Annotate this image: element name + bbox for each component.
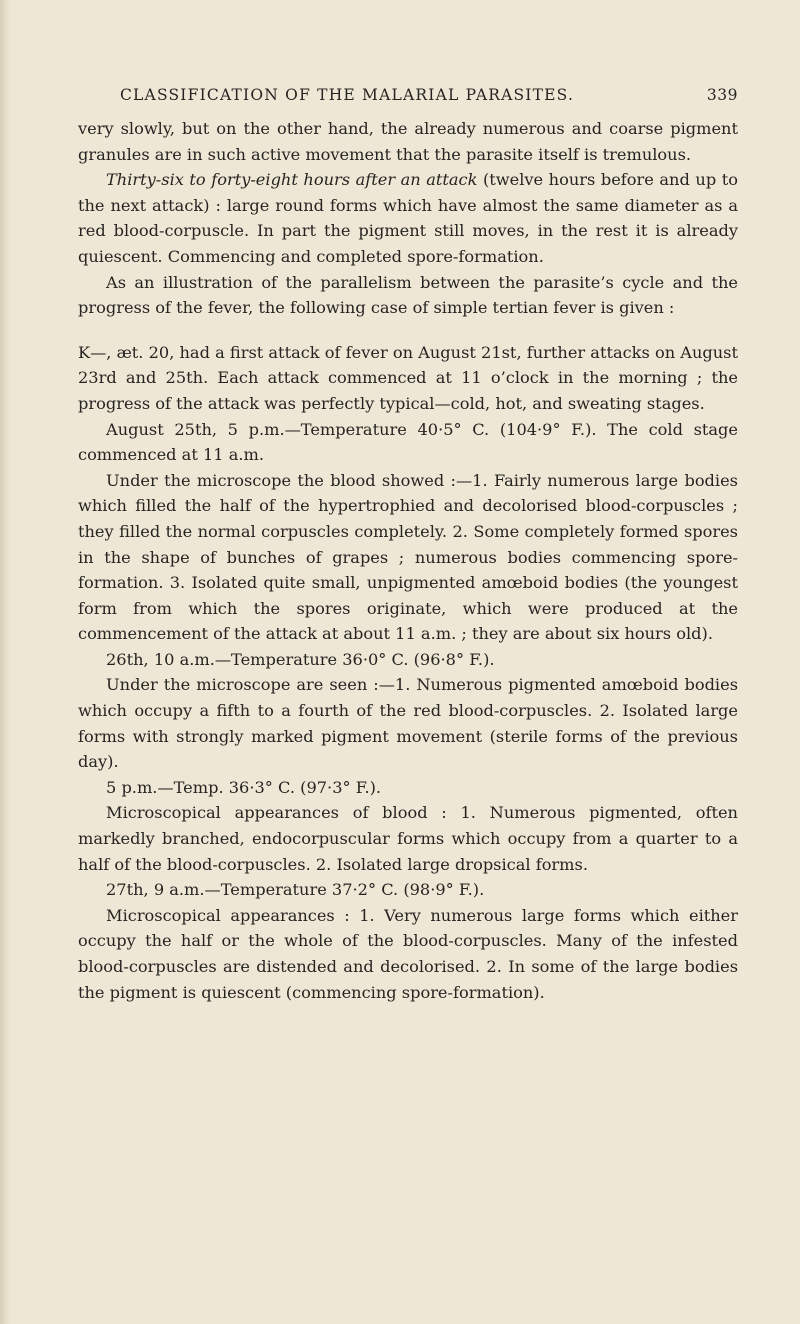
paragraph-continuation: very slowly, but on the other hand, the already numerous and coarse pigment granules are in such active movement that the parasite itself is tremulous. <box>78 119 738 164</box>
italic-lead: Thirty-six to forty-eight hours after an attack <box>106 170 478 190</box>
body-text <box>78 116 738 1005</box>
running-header <box>78 86 738 116</box>
page-number: 339 <box>706 86 738 104</box>
paragraph-27th-microscope: Microscopical appearances : 1. Very numerous large forms which either occupy the half or the whole of the blood-corpuscles. Many of the infested blood-corpuscles are distended and decolorised. 2. In some of the large bodies the pigment is quiescent (commencing spore-formation). <box>78 905 738 1002</box>
paragraph-26th-microscope: Under the microscope are seen :—1. Numerous pigmented amœboid bodies which occupy a fifth to a fourth of the red blood-corpuscles. 2. Isolated large forms with strongly marked pigment movement (sterile forms of the previous day). <box>78 675 738 772</box>
running-title: CLASSIFICATION OF THE MALARIAL PARASITES. <box>120 86 575 104</box>
paragraph-thirty-six-hours <box>78 167 738 269</box>
paragraph-26th-temp: 26th, 10 a.m.—Temperature 36·0° C. (96·8° F.). <box>106 649 495 669</box>
page-edge <box>0 0 10 1324</box>
paragraph-5pm-temp: 5 p.m.—Temp. 36·3° C. (97·3° F.). <box>106 777 382 797</box>
paragraph-aug25-microscope: Under the microscope the blood showed :—1. Fairly numerous large bodies which filled the half of the hypertrophied and decolorised blood-corpuscles ; they filled the normal corpuscles completely. 2. Some completely formed spores in the shape of bunches of grapes ; numerous bodies commencing spore-formation. 3. Isolated quite small, unpigmented amœboid bodies (the youngest form from which the spores originate, which were produced at the commencement of the attack at about 11 a.m. ; they are about six hours old). <box>78 470 738 644</box>
paragraph-case-history: K—, æt. 20, had a first attack of fever on August 21st, further attacks on August 23rd and 25th. Each attack commenced at 11 o’clock in the morning ; the progress of the attack was perfectly typical—cold, hot, and sweating stages. <box>78 342 738 413</box>
paragraph-5pm-microscope: Microscopical appearances of blood : 1. Numerous pigmented, often markedly branched, endocorpuscular forms which occupy from a quarter to a half of the blood-corpuscles. 2. Isolated large dropsical forms. <box>78 803 738 874</box>
paragraph-27th-temp: 27th, 9 a.m.—Temperature 37·2° C. (98·9° F.). <box>106 880 485 900</box>
paragraph-illustration: As an illustration of the parallelism between the parasite’s cycle and the progress of the fever, the following case of simple tertian fever is given : <box>78 272 738 318</box>
paragraph-thirty-six-hours-text: (twelve hours before and up to the next attack) : large round forms which have almost the same diameter as a red blood-corpuscle. In part the pigment still moves, in the rest it is already quiescent. Commencing and completed spore-formation. <box>78 170 738 266</box>
book-page <box>78 86 738 1005</box>
paragraph-aug25-temp: August 25th, 5 p.m.—Temperature 40·5° C. (104·9° F.). The cold stage commenced at 11 a.m. <box>78 419 738 465</box>
